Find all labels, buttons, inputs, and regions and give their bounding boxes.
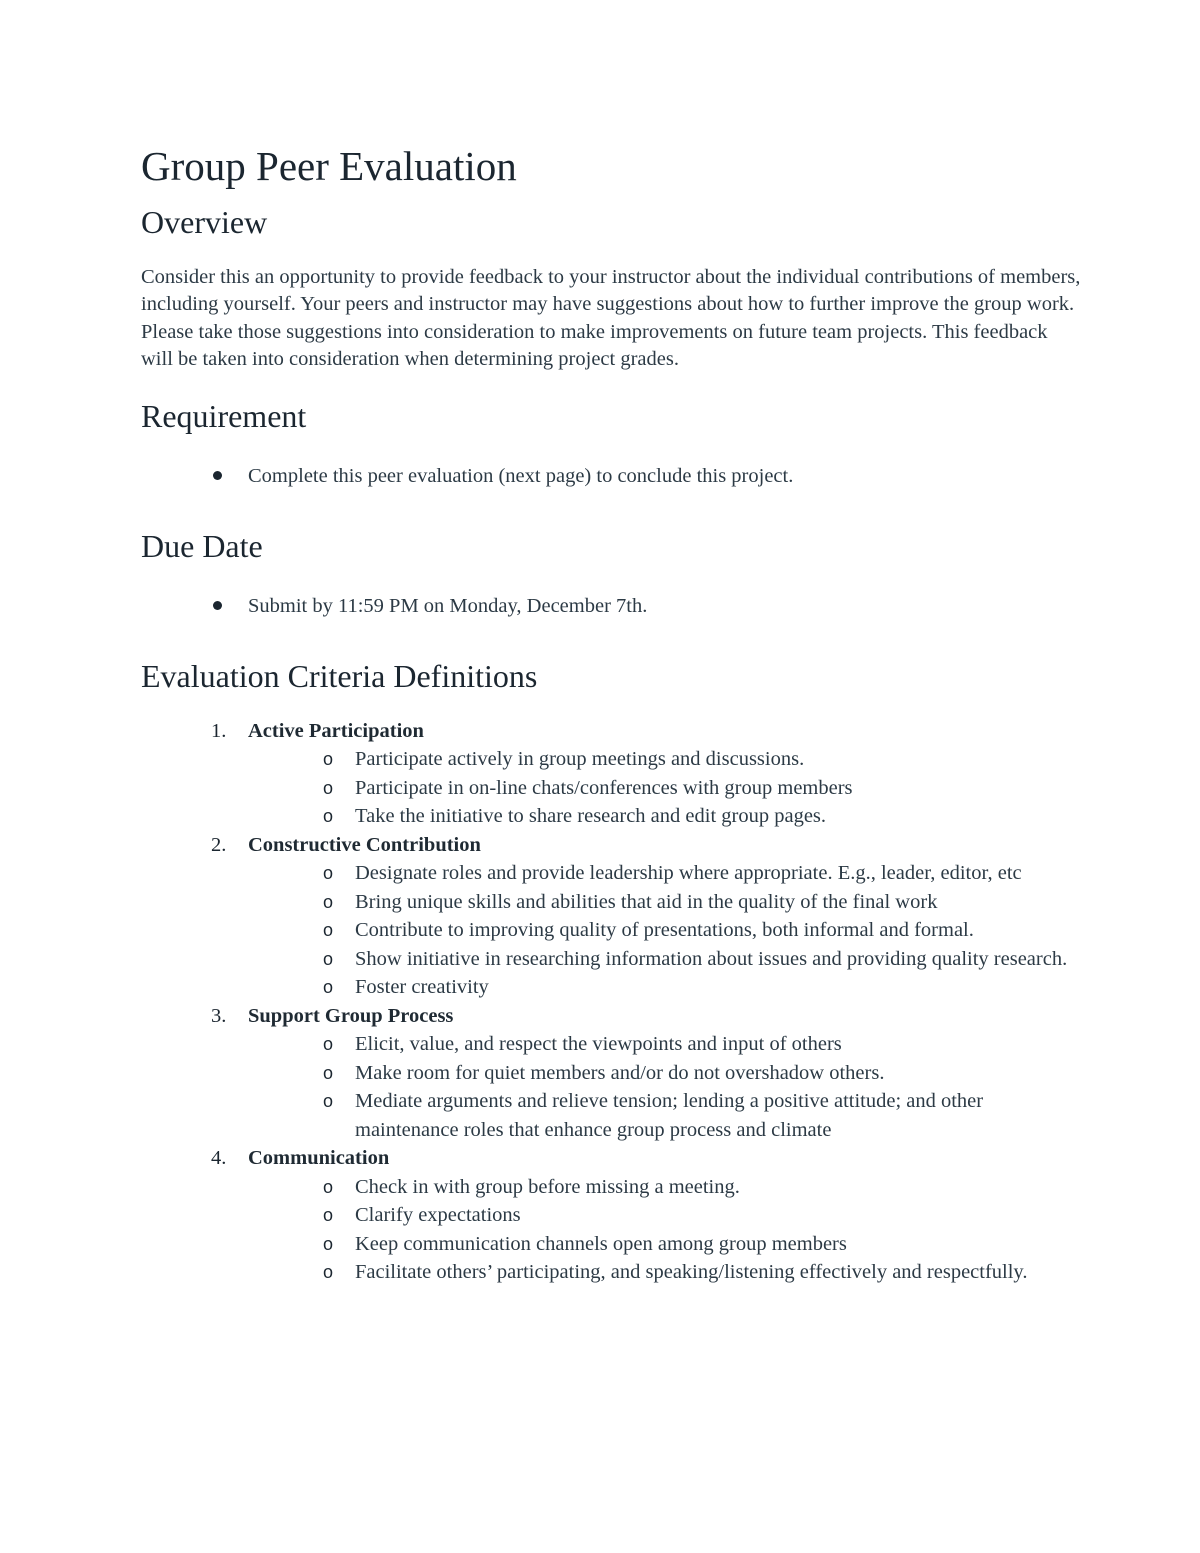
- sub-item: [248, 945, 1081, 974]
- criterion-sublist: [248, 859, 1081, 1002]
- due-date-heading: Due Date: [141, 527, 263, 564]
- sub-item-text: Designate roles and provide leadership where appropriate. E.g., leader, editor, etc: [355, 862, 1022, 885]
- sub-item-text: Foster creativity: [355, 976, 489, 999]
- sub-bullet-icon: o: [323, 1233, 334, 1254]
- sub-item-text: Facilitate others’ participating, and speaking/listening effectively and respectfully.: [355, 1261, 1028, 1284]
- criterion-number: 2.: [211, 833, 227, 856]
- criterion-number: 4.: [211, 1147, 227, 1170]
- overview-heading: Overview: [141, 204, 268, 240]
- sub-bullet-icon: o: [323, 1176, 334, 1197]
- sub-item-text: Bring unique skills and abilities that aid in the quality of the final work: [355, 890, 938, 913]
- sub-item-text: Mediate arguments and relieve tension; lending a positive attitude; and other maintenance roles that enhance group process and climate: [355, 1090, 984, 1141]
- list-item: [141, 592, 1081, 620]
- sub-item-text: Participate in on-line chats/conferences with group members: [355, 776, 853, 799]
- list-item: [141, 462, 1081, 490]
- sub-item: [248, 774, 1081, 803]
- sub-item-text: Contribute to improving quality of presentations, both informal and formal.: [355, 919, 974, 942]
- criterion-number: 1.: [211, 719, 227, 742]
- sub-bullet-icon: o: [323, 891, 334, 912]
- sub-item-text: Show initiative in researching information about issues and providing quality research.: [355, 947, 1068, 970]
- criterion-sublist: [248, 1173, 1081, 1287]
- sub-bullet-icon: o: [323, 749, 334, 770]
- criterion-item: [141, 831, 1081, 1002]
- criterion-number: 3.: [211, 1004, 227, 1027]
- sub-item-text: Keep communication channels open among group members: [355, 1232, 847, 1255]
- sub-bullet-icon: o: [323, 1062, 334, 1083]
- sub-bullet-icon: o: [323, 948, 334, 969]
- sub-bullet-icon: o: [323, 920, 334, 941]
- sub-item-text: Make room for quiet members and/or do not overshadow others.: [355, 1061, 885, 1084]
- sub-item: [248, 1230, 1081, 1259]
- sub-item: [248, 888, 1081, 917]
- requirement-heading: Requirement: [141, 397, 307, 434]
- sub-bullet-icon: o: [323, 1091, 334, 1112]
- sub-item-text: Take the initiative to share research and edit group pages.: [355, 805, 827, 828]
- due-date-list: [141, 592, 1081, 620]
- list-item-text: Complete this peer evaluation (next page) to conclude this project.: [248, 464, 794, 487]
- sub-item-text: Check in with group before missing a meeting.: [355, 1175, 740, 1198]
- sub-item-text: Clarify expectations: [355, 1204, 521, 1227]
- sub-bullet-icon: o: [323, 1205, 334, 1226]
- requirement-list: [141, 462, 1081, 490]
- sub-item: [248, 745, 1081, 774]
- criterion-title: Active Participation: [248, 719, 424, 742]
- sub-item: [248, 1173, 1081, 1202]
- criteria-list: [141, 717, 1081, 1287]
- sub-bullet-icon: o: [323, 977, 334, 998]
- criterion-item: [141, 717, 1081, 831]
- criterion-title: Support Group Process: [248, 1004, 454, 1027]
- sub-item: [248, 1087, 1081, 1144]
- sub-item: [248, 802, 1081, 831]
- sub-bullet-icon: o: [323, 806, 334, 827]
- criterion-sublist: [248, 745, 1081, 831]
- document-content: [141, 140, 1081, 1287]
- sub-bullet-icon: o: [323, 777, 334, 798]
- sub-item: [248, 973, 1081, 1002]
- overview-paragraph: Consider this an opportunity to provide feedback to your instructor about the individual contributions of members, including yourself. Your peers and instructor may have suggestions about how to further improve the group work. Please take those suggestions into consideration to make improvements on future team projects. This feedback will be taken into consideration when determining project grades.: [141, 266, 1081, 371]
- sub-bullet-icon: o: [323, 1034, 334, 1055]
- sub-item: [248, 859, 1081, 888]
- sub-item: [248, 1201, 1081, 1230]
- criterion-title: Communication: [248, 1147, 390, 1170]
- page-title: Group Peer Evaluation: [141, 143, 517, 189]
- sub-item: [248, 916, 1081, 945]
- bullet-icon: [213, 471, 222, 480]
- sub-item: [248, 1059, 1081, 1088]
- list-item-text: Submit by 11:59 PM on Monday, December 7th.: [248, 594, 648, 617]
- criteria-heading: Evaluation Criteria Definitions: [141, 657, 538, 694]
- sub-item: [248, 1258, 1081, 1287]
- criterion-title: Constructive Contribution: [248, 833, 481, 856]
- sub-item-text: Participate actively in group meetings and discussions.: [355, 748, 805, 771]
- bullet-icon: [213, 601, 222, 610]
- sub-bullet-icon: o: [323, 863, 334, 884]
- criterion-item: [141, 1002, 1081, 1145]
- criterion-sublist: [248, 1030, 1081, 1144]
- sub-item-text: Elicit, value, and respect the viewpoints and input of others: [355, 1033, 842, 1056]
- sub-bullet-icon: o: [323, 1262, 334, 1283]
- sub-item: [248, 1030, 1081, 1059]
- criterion-item: [141, 1144, 1081, 1287]
